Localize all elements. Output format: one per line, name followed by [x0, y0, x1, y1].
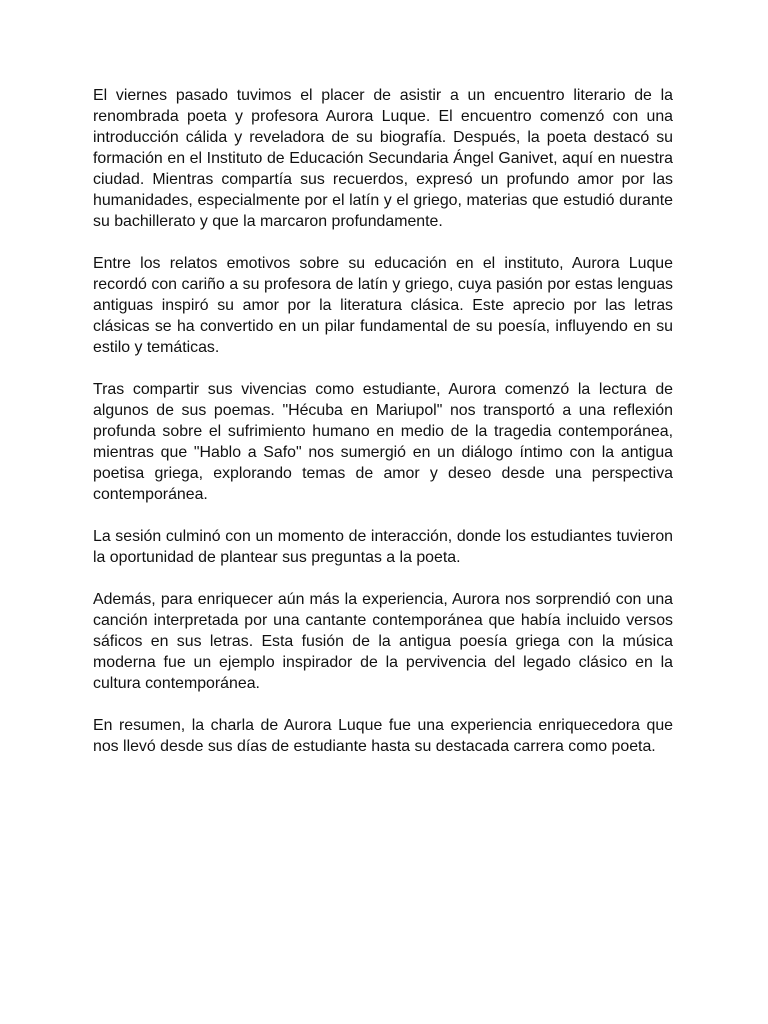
- paragraph-poem-reading: Tras compartir sus vivencias como estudiante, Aurora comenzó la lectura de algunos de sus poemas. "Hécuba en Mariupol" nos transportó a una reflexión profunda sobre el sufrimiento humano en medio de la tragedia contemporánea, mientras que "Hablo a Safo" nos sumergió en un diálogo íntimo con la antigua poetisa griega, explorando temas de amor y deseo desde una perspectiva contemporánea.: [93, 381, 673, 503]
- paragraph-interaction: La sesión culminó con un momento de interacción, donde los estudiantes tuvieron la oportunidad de plantear sus preguntas a la poeta.: [93, 528, 673, 566]
- document-body: [93, 85, 673, 778]
- paragraph-song: Además, para enriquecer aún más la experiencia, Aurora nos sorprendió con una canción interpretada por una cantante contemporánea que había incluido versos sáficos en sus letras. Esta fusión de la antigua poesía griega con la música moderna fue un ejemplo inspirador de la pervivencia del legado clásico en la cultura contemporánea.: [93, 591, 673, 692]
- paragraph-intro: El viernes pasado tuvimos el placer de asistir a un encuentro literario de la renombrada poeta y profesora Aurora Luque. El encuentro comenzó con una introducción cálida y reveladora de su biografía. Después, la poeta destacó su formación en el Instituto de Educación Secundaria Ángel Ganivet, aquí en nuestra ciudad. Mientras compartía sus recuerdos, expresó un profundo amor por las humanidades, especialmente por el latín y el griego, materias que estudió durante su bachillerato y que la marcaron profundamente.: [93, 87, 673, 230]
- paragraph-teacher-memory: Entre los relatos emotivos sobre su educación en el instituto, Aurora Luque recordó con cariño a su profesora de latín y griego, cuya pasión por estas lenguas antiguas inspiró su amor por la literatura clásica. Este aprecio por las letras clásicas se ha convertido en un pilar fundamental de su poesía, influyendo en su estilo y temáticas.: [93, 255, 673, 356]
- paragraph-summary: En resumen, la charla de Aurora Luque fue una experiencia enriquecedora que nos llevó desde sus días de estudiante hasta su destacada carrera como poeta.: [93, 717, 673, 755]
